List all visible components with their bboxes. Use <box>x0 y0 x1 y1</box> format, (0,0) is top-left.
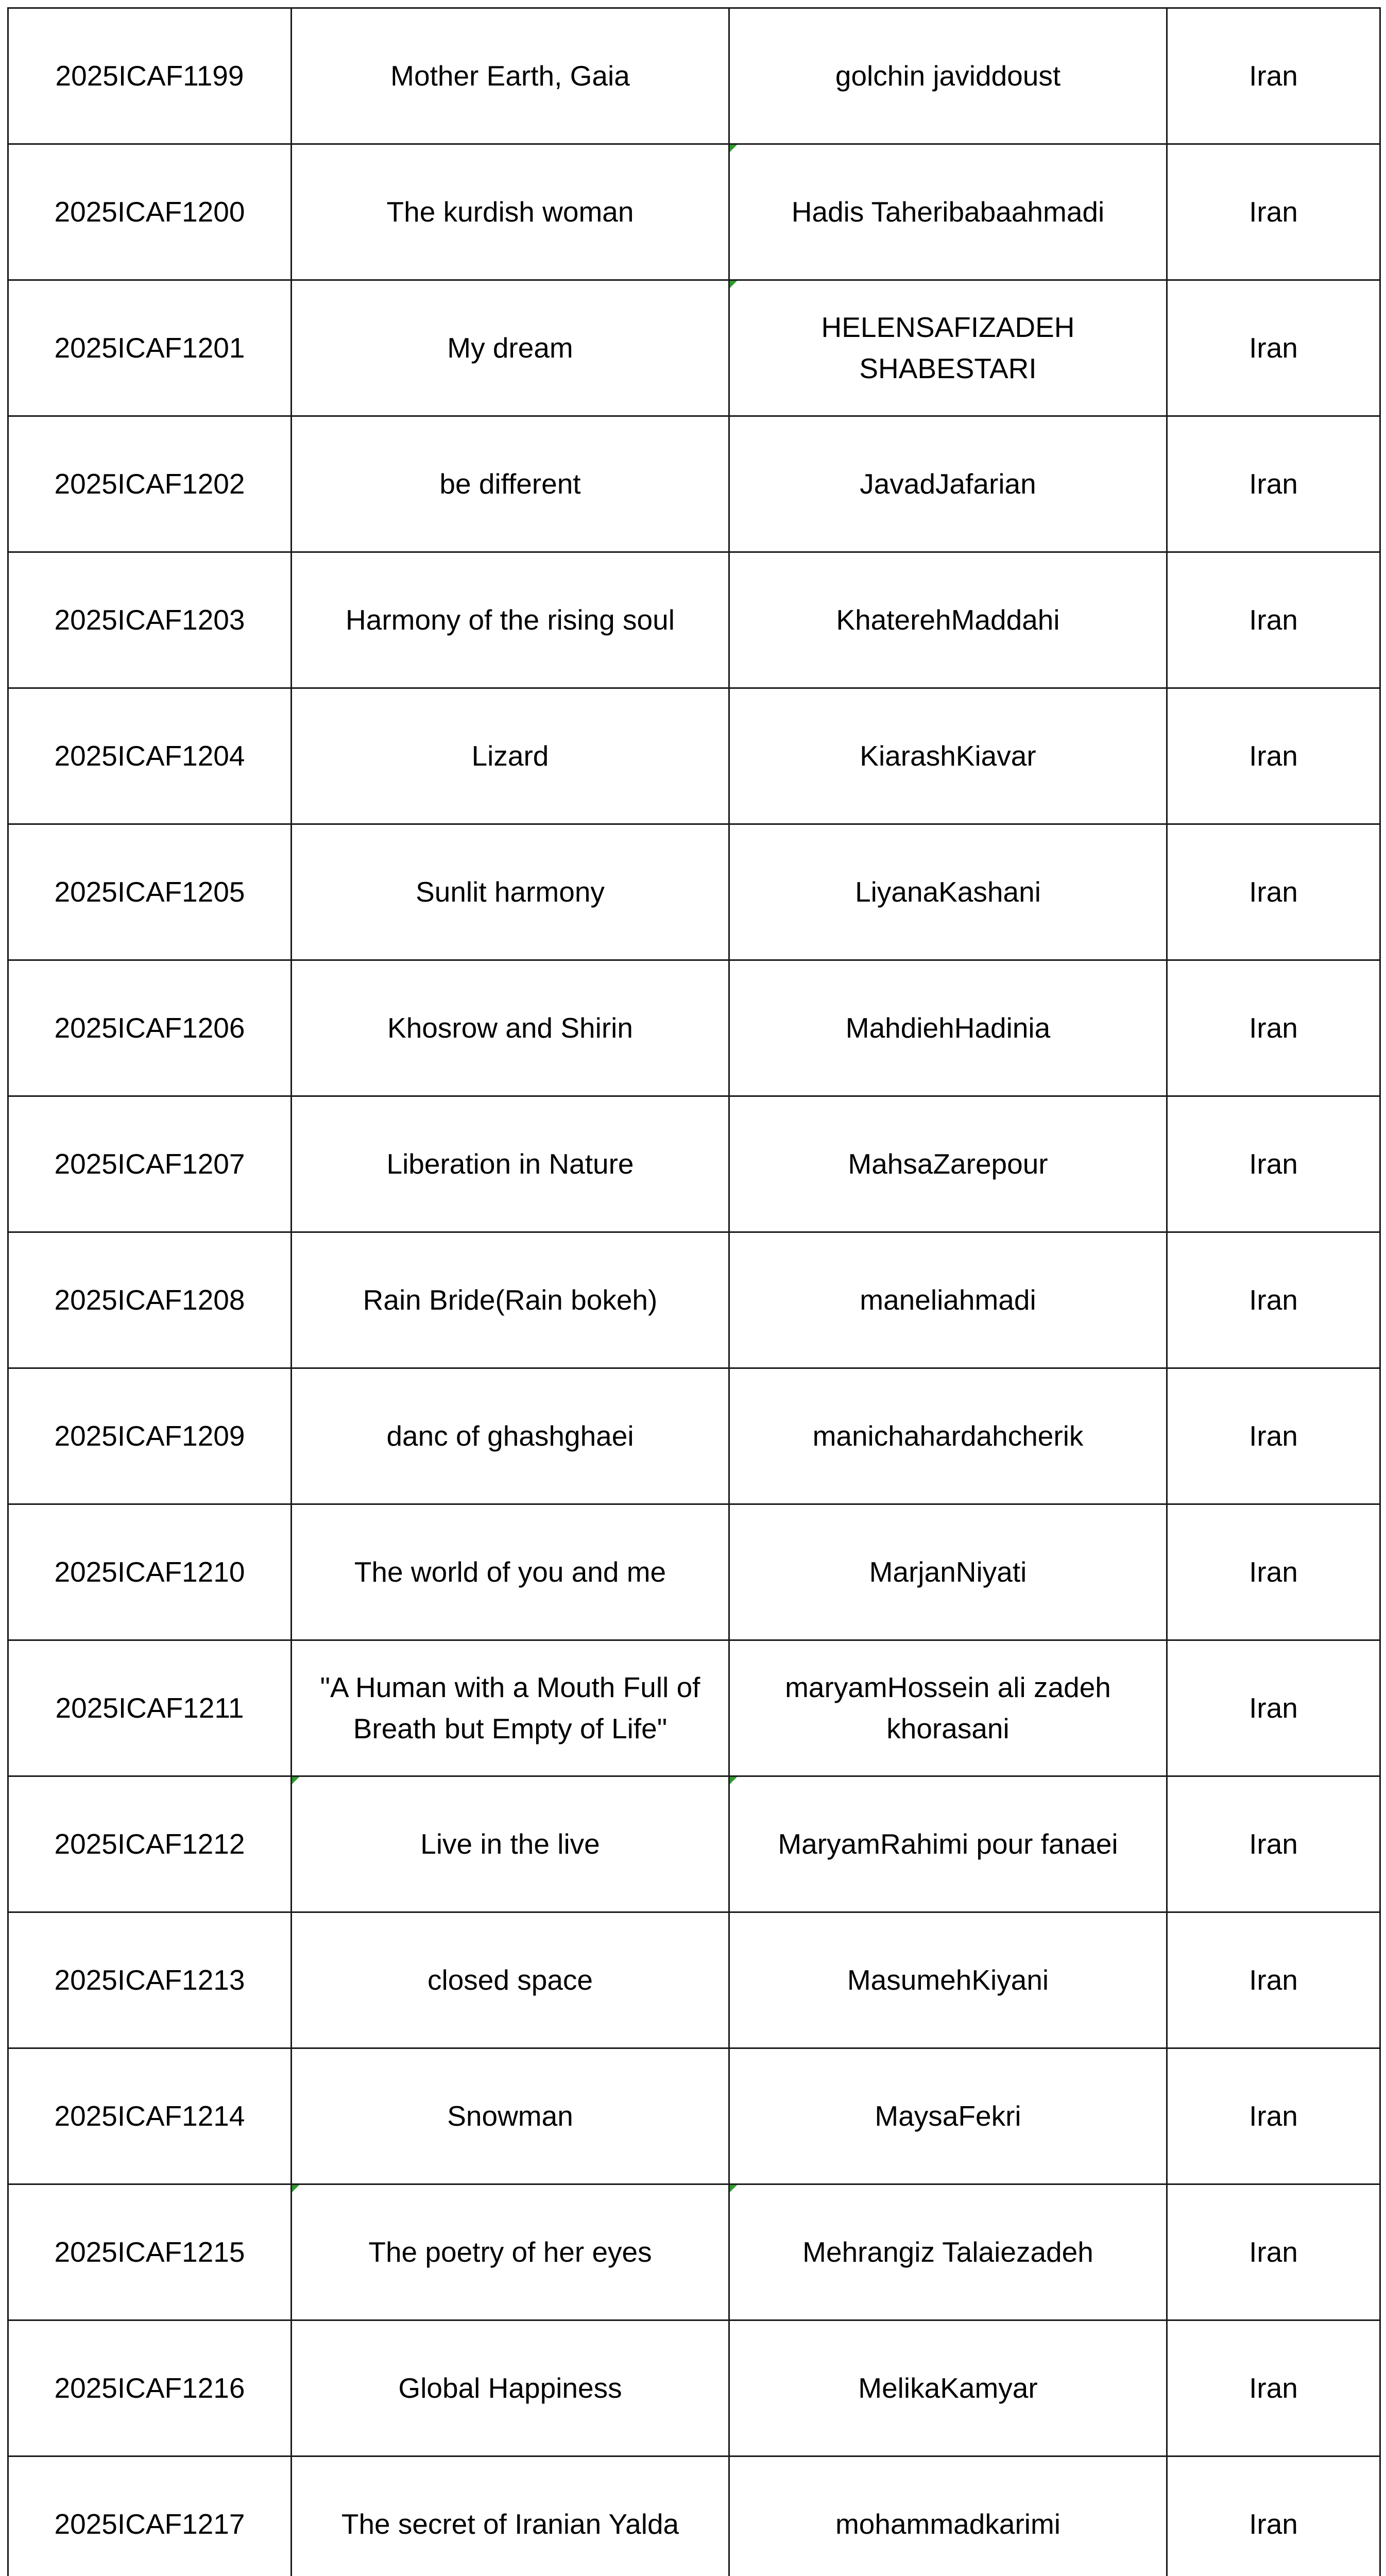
entries-table <box>7 7 1381 2576</box>
artist-name-cell[interactable]: MaysaFekri <box>729 2048 1167 2184</box>
country-cell[interactable]: Iran <box>1167 1504 1380 1640</box>
table-row <box>8 688 1380 824</box>
country-cell[interactable]: Iran <box>1167 280 1380 416</box>
artwork-title-cell[interactable]: The world of you and me <box>292 1504 729 1640</box>
country-cell[interactable]: Iran <box>1167 960 1380 1096</box>
entry-id-cell[interactable]: 2025ICAF1205 <box>8 824 292 960</box>
artwork-title-cell[interactable]: Sunlit harmony <box>292 824 729 960</box>
artwork-title-cell[interactable]: My dream <box>292 280 729 416</box>
entry-id-cell[interactable]: 2025ICAF1211 <box>8 1640 292 1776</box>
artwork-title-cell[interactable]: Harmony of the rising soul <box>292 552 729 688</box>
artist-name-cell[interactable]: mohammadkarimi <box>729 2456 1167 2576</box>
entry-id-cell[interactable]: 2025ICAF1213 <box>8 1912 292 2048</box>
artist-name-cell[interactable]: maneliahmadi <box>729 1232 1167 1368</box>
artist-name-cell[interactable]: MahdiehHadinia <box>729 960 1167 1096</box>
country-cell[interactable]: Iran <box>1167 1640 1380 1776</box>
entry-id-cell[interactable]: 2025ICAF1214 <box>8 2048 292 2184</box>
artist-name-cell[interactable]: KiarashKiavar <box>729 688 1167 824</box>
entry-id-cell[interactable]: 2025ICAF1200 <box>8 144 292 280</box>
artist-name-cell[interactable]: LiyanaKashani <box>729 824 1167 960</box>
artist-name-cell[interactable]: MaryamRahimi pour fanaei <box>729 1776 1167 1912</box>
country-cell[interactable]: Iran <box>1167 1232 1380 1368</box>
country-cell[interactable]: Iran <box>1167 1368 1380 1504</box>
table-row <box>8 8 1380 144</box>
artist-name-cell[interactable]: MahsaZarepour <box>729 1096 1167 1232</box>
artist-name-cell[interactable]: Mehrangiz Talaiezadeh <box>729 2184 1167 2320</box>
artist-name-cell[interactable]: MarjanNiyati <box>729 1504 1167 1640</box>
spreadsheet-page <box>7 7 1381 2576</box>
artwork-title-cell[interactable]: "A Human with a Mouth Full of Breath but Empty of Life" <box>292 1640 729 1776</box>
country-cell[interactable]: Iran <box>1167 1776 1380 1912</box>
artwork-title-cell[interactable]: The poetry of her eyes <box>292 2184 729 2320</box>
country-cell[interactable]: Iran <box>1167 552 1380 688</box>
artwork-title-cell[interactable]: Rain Bride(Rain bokeh) <box>292 1232 729 1368</box>
country-cell[interactable]: Iran <box>1167 8 1380 144</box>
artist-name-cell[interactable]: manichahardahcherik <box>729 1368 1167 1504</box>
artwork-title-cell[interactable]: Snowman <box>292 2048 729 2184</box>
artist-name-cell[interactable]: MelikaKamyar <box>729 2320 1167 2456</box>
table-row <box>8 1912 1380 2048</box>
artwork-title-cell[interactable]: The secret of Iranian Yalda <box>292 2456 729 2576</box>
table-row <box>8 416 1380 552</box>
artwork-title-cell[interactable]: Mother Earth, Gaia <box>292 8 729 144</box>
table-row <box>8 960 1380 1096</box>
country-cell[interactable]: Iran <box>1167 144 1380 280</box>
entry-id-cell[interactable]: 2025ICAF1208 <box>8 1232 292 1368</box>
artwork-title-cell[interactable]: danc of ghashghaei <box>292 1368 729 1504</box>
entry-id-cell[interactable]: 2025ICAF1210 <box>8 1504 292 1640</box>
artist-name-cell[interactable]: MasumehKiyani <box>729 1912 1167 2048</box>
artwork-title-cell[interactable]: Khosrow and Shirin <box>292 960 729 1096</box>
entry-id-cell[interactable]: 2025ICAF1204 <box>8 688 292 824</box>
entry-id-cell[interactable]: 2025ICAF1216 <box>8 2320 292 2456</box>
artwork-title-cell[interactable]: The kurdish woman <box>292 144 729 280</box>
table-row <box>8 1504 1380 1640</box>
entry-id-cell[interactable]: 2025ICAF1201 <box>8 280 292 416</box>
country-cell[interactable]: Iran <box>1167 2048 1380 2184</box>
artwork-title-cell[interactable]: Lizard <box>292 688 729 824</box>
artist-name-cell[interactable]: Hadis Taheribabaahmadi <box>729 144 1167 280</box>
artwork-title-cell[interactable]: Global Happiness <box>292 2320 729 2456</box>
country-cell[interactable]: Iran <box>1167 824 1380 960</box>
artwork-title-cell[interactable]: Liberation in Nature <box>292 1096 729 1232</box>
artist-name-cell[interactable]: JavadJafarian <box>729 416 1167 552</box>
table-row <box>8 824 1380 960</box>
country-cell[interactable]: Iran <box>1167 688 1380 824</box>
entry-id-cell[interactable]: 2025ICAF1199 <box>8 8 292 144</box>
entry-id-cell[interactable]: 2025ICAF1215 <box>8 2184 292 2320</box>
table-row <box>8 2320 1380 2456</box>
entry-id-cell[interactable]: 2025ICAF1203 <box>8 552 292 688</box>
table-row <box>8 2184 1380 2320</box>
table-row <box>8 1776 1380 1912</box>
entry-id-cell[interactable]: 2025ICAF1207 <box>8 1096 292 1232</box>
artwork-title-cell[interactable]: closed space <box>292 1912 729 2048</box>
artist-name-cell[interactable]: KhaterehMaddahi <box>729 552 1167 688</box>
country-cell[interactable]: Iran <box>1167 1096 1380 1232</box>
entry-id-cell[interactable]: 2025ICAF1217 <box>8 2456 292 2576</box>
entry-id-cell[interactable]: 2025ICAF1206 <box>8 960 292 1096</box>
table-row <box>8 1640 1380 1776</box>
country-cell[interactable]: Iran <box>1167 2320 1380 2456</box>
table-row <box>8 1368 1380 1504</box>
table-row <box>8 2048 1380 2184</box>
country-cell[interactable]: Iran <box>1167 1912 1380 2048</box>
table-row <box>8 280 1380 416</box>
artist-name-cell[interactable]: HELENSAFIZADEH SHABESTARI <box>729 280 1167 416</box>
artwork-title-cell[interactable]: Live in the live <box>292 1776 729 1912</box>
entry-id-cell[interactable]: 2025ICAF1209 <box>8 1368 292 1504</box>
artist-name-cell[interactable]: golchin javiddoust <box>729 8 1167 144</box>
artist-name-cell[interactable]: maryamHossein ali zadeh khorasani <box>729 1640 1167 1776</box>
table-row <box>8 1232 1380 1368</box>
table-row <box>8 1096 1380 1232</box>
country-cell[interactable]: Iran <box>1167 416 1380 552</box>
entries-table-body <box>8 8 1380 2576</box>
table-row <box>8 552 1380 688</box>
table-row <box>8 144 1380 280</box>
entry-id-cell[interactable]: 2025ICAF1202 <box>8 416 292 552</box>
country-cell[interactable]: Iran <box>1167 2456 1380 2576</box>
entry-id-cell[interactable]: 2025ICAF1212 <box>8 1776 292 1912</box>
table-row <box>8 2456 1380 2576</box>
country-cell[interactable]: Iran <box>1167 2184 1380 2320</box>
artwork-title-cell[interactable]: be different <box>292 416 729 552</box>
